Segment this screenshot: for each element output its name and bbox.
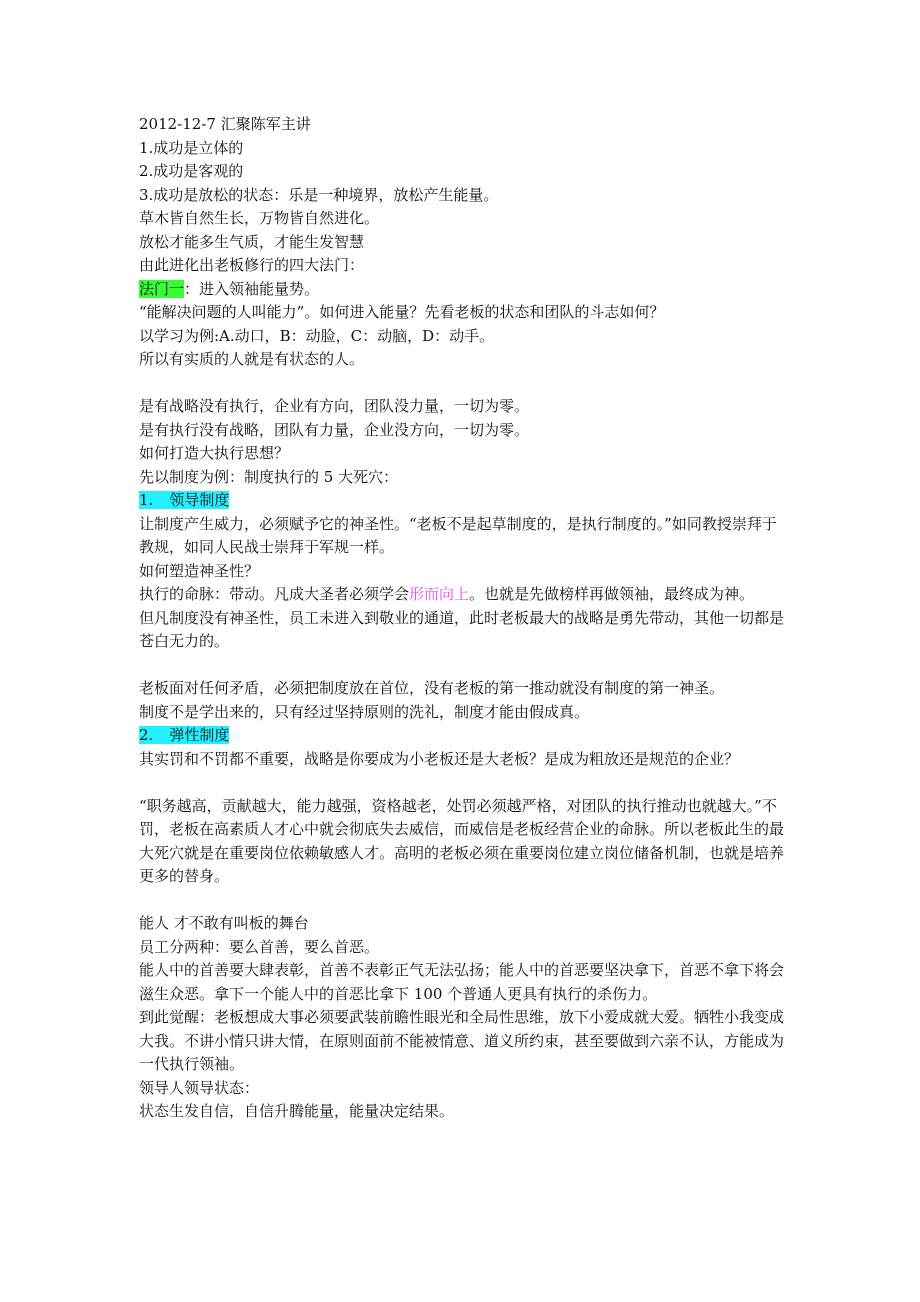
paragraph: 但凡制度没有神圣性，员工未进入到敬业的通道，此时老板最大的战略是勇先带动，其他一切都是苍白无力的。 [139,608,785,650]
text-line: 员工分两种：要么首善，要么首恶。 [139,937,380,956]
paragraph: “职务越高，贡献越大，能力越强，资格越老，处罚必须越严格，对团队的执行推动也就越大。”不罚，老板在高素质人才心中就会彻底失去威信，而威信是老板经营企业的命脉。所以老板此生的最大死穴就是在重要岗位依赖敏感人才。高明的老板必须在重要岗位建立岗位储备机制，也就是培养更多的替身。 [139,796,785,885]
section-heading-method-1 [139,278,789,302]
blank-line [139,889,789,913]
text-line: 状态生发自信，自信升腾能量，能量决定结果。 [139,1102,455,1120]
highlight-method-1: 法门一 [139,279,185,298]
text-line: 放松才能多生气质，才能生发智慧 [139,232,365,251]
text-line: 能人 才不敢有叫板的舞台 [139,914,309,932]
heading-text: 领导制度 [169,491,230,509]
paragraph: 能人中的首善要大肆表彰，首善不表彰正气无法弘扬；能人中的首恶要坚决拿下，首恶不拿下将会滋生众恶。拿下一个能人中的首恶比拿下 100 个普通人更具有执行的杀伤力。 [139,961,785,1003]
text-line: 是有执行没有战略，团队有力量，企业没方向，一切为零。 [139,420,530,439]
highlight-heading-2 [139,726,229,744]
text-line: 以学习为例:A.动口，B：动脸，C：动脑，D：动手。 [139,326,495,345]
text-line: 2.成功是客观的 [139,162,244,180]
text-line: 草木皆自然生长，万物皆自然进化。 [139,209,380,227]
heading-text: 弹性制度 [169,726,230,744]
text-line: 制度不是学出来的，只有经过坚持原则的洗礼，制度才能由假成真。 [139,702,590,721]
document-body [139,113,789,1124]
text-line: 由此进化出老板修行的四大法门： [139,256,365,274]
text-line: 1.成功是立体的 [139,138,244,157]
paragraph [139,583,789,607]
text-line: 是有战略没有执行，企业有方向，团队没力量，一切为零。 [139,397,530,415]
pink-emphasis: 形而向上 [409,585,470,603]
paragraph: 让制度产生威力，必须赋予它的神圣性。“老板不是起草制度的，是执行制度的。”如同教授崇拜于教规，如同人民战士崇拜于军规一样。 [139,514,777,556]
blank-line [139,771,789,795]
section-heading-text: ：进入领袖能量势。 [184,279,320,298]
paragraph-text: 执行的命脉：带动。凡成大圣者必须学会 [139,585,410,603]
text-line: 如何塑造神圣性？ [139,561,260,580]
text-line: 领导人领导状态： [139,1078,260,1097]
text-line: 老板面对任何矛盾，必须把制度放在首位，没有老板的第一推动就没有制度的第一神圣。 [139,679,725,697]
date-title: 2012-12-7 汇聚陈军主讲 [139,115,311,133]
paragraph: 到此觉醒：老板想成大事必须要武装前瞻性眼光和全局性思维，放下小爱成就大爱。牺牲小我变成大我。不讲小情只讲大情，在原则面前不能被情意、道义所约束，甚至要做到六亲不认，方能成为一代执行领袖。 [139,1008,785,1073]
text-line: 如何打造大执行思想？ [139,444,290,462]
blank-line [139,654,789,678]
heading-number: 2. [139,726,154,744]
text-line: 其实罚和不罚都不重要，战略是你要成为小老板还是大老板？是成为粗放还是规范的企业？ [139,749,740,768]
numbered-heading-2 [139,724,789,748]
highlight-heading-1 [139,491,229,509]
text-line: 先以制度为例：制度执行的 5 大死穴： [139,467,399,486]
text-line: 3.成功是放松的状态：乐是一种境界，放松产生能量。 [139,185,499,204]
text-line: 所以有实质的人就是有状态的人。 [139,350,365,368]
blank-line [139,372,789,396]
heading-number: 1. [139,491,154,509]
numbered-heading-1 [139,489,789,513]
paragraph-text: 。也就是先做榜样再做领袖，最终成为神。 [469,585,755,603]
text-line: “能解决问题的人叫能力”。如何进入能量？先看老板的状态和团队的斗志如何？ [139,303,665,321]
